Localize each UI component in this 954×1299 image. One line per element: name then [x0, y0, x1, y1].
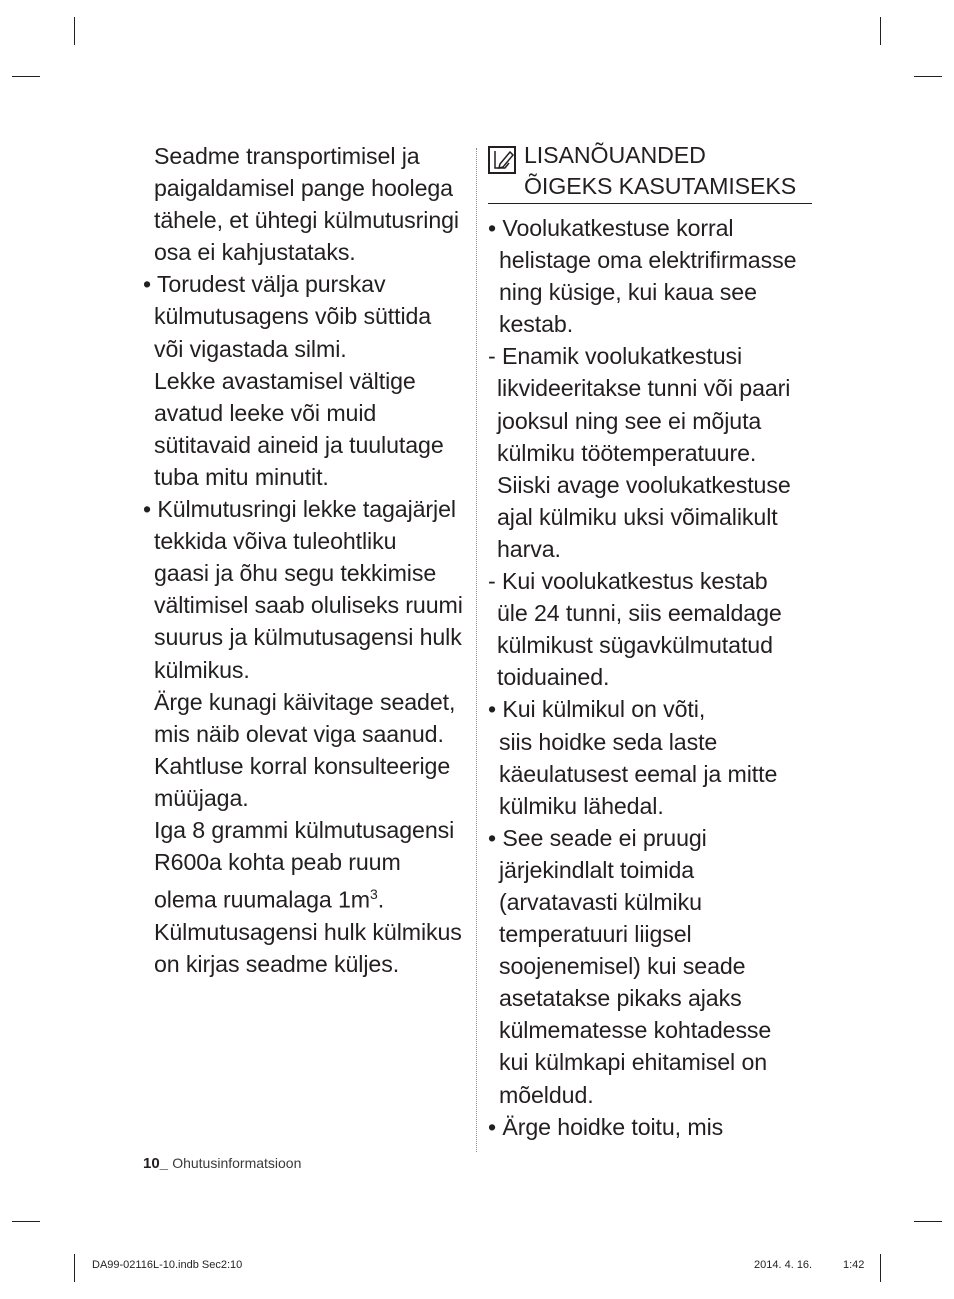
text-line: Seadme transportimisel ja [154, 143, 420, 169]
text-line: osa ei kahjustataks. [154, 239, 356, 266]
crop-mark-bottom-left [74, 1254, 75, 1282]
text-line: külmutusagens võib süttida [154, 303, 432, 330]
page-number: 10_ [143, 1155, 169, 1172]
text-line: Kahtluse korral konsulteerige [154, 752, 451, 779]
crop-mark-left-bottom [12, 1221, 40, 1222]
crop-mark-top-left [74, 17, 75, 45]
text-line: Siiski avage voolukatkestuse [497, 471, 791, 498]
text-line: suurus ja külmutusagensi hulk [154, 624, 462, 651]
bullet-line: • Ärge hoidke toitu, mis [488, 1113, 724, 1140]
text-line: temperatuuri liigsel [499, 921, 692, 948]
text-line: tekkida võiva tuleohtliku [154, 528, 397, 555]
text-line: mõeldud. [499, 1081, 594, 1108]
text-span: olema ruumalaga 1m [154, 886, 371, 913]
right-column [488, 140, 818, 1143]
slug-file: DA99-02116L-10.indb Sec2:10 [92, 1259, 243, 1271]
text-line: müüjaga. [154, 784, 249, 811]
text-line: sütitavaid aineid ja tuulutage [154, 431, 444, 458]
column-divider [476, 148, 477, 1152]
text-line: järjekindlalt toimida [499, 856, 695, 883]
text-line: kui külmkapi ehitamisel on [499, 1049, 768, 1076]
text-line: toiduained. [497, 664, 610, 691]
text-line: tuba mitu minutit. [154, 463, 329, 490]
text-line: ajal külmiku uksi võimalikult [497, 503, 778, 530]
slug-date: 2014. 4. 16. [754, 1259, 813, 1271]
heading-line: LISANÕUANDED [524, 142, 706, 168]
bullet-refrigerant-spray [143, 268, 475, 493]
slug-time: 1:42 [843, 1259, 865, 1271]
bullet-line: • Kui külmikul on võti, [488, 696, 706, 723]
text-line: tähele, et ühtegi külmutusringi [154, 207, 459, 234]
text-span: . [377, 886, 385, 913]
text-line: külmikust sügavkülmutatud [497, 632, 773, 659]
bullet-food-storage [488, 1111, 818, 1143]
superscript: 3 [370, 886, 378, 903]
crop-mark-top-right [880, 17, 881, 45]
bullet-line: • Külmutusringi lekke tagajärjel [143, 496, 456, 523]
bullet-leak-gas-mixture [143, 493, 475, 980]
intro-paragraph [143, 140, 475, 268]
text-line: külmiku töötemperatuure. [497, 439, 757, 466]
text-line: likvideeritakse tunni või paari [497, 375, 791, 402]
text-line: Lekke avastamisel vältige [154, 367, 416, 394]
text-line: Iga 8 grammi külmutusagensi [154, 816, 455, 843]
text-line: külmikus. [154, 656, 250, 683]
text-line: või vigastada silmi. [154, 335, 347, 362]
text-line: ning küsige, kui kaua see [499, 279, 757, 306]
text-line: mis näib olevat viga saanud. [154, 720, 444, 747]
text-line: R600a kohta peab ruum [154, 849, 401, 876]
text-line: Külmutusagensi hulk külmikus [154, 918, 462, 945]
bullet-line: • Torudest välja purskav [143, 271, 386, 298]
text-line: Ärge kunagi käivitage seadet, [154, 688, 456, 715]
bullet-line: • Voolukatkestuse korral [488, 215, 734, 241]
crop-mark-right-top [914, 76, 942, 77]
section-heading [488, 140, 812, 204]
bullet-line: • See seade ei pruugi [488, 824, 707, 851]
dash-line: - Enamik voolukatkestusi [488, 343, 743, 370]
text-line: jooksul ning see ei mõjuta [497, 407, 762, 434]
text-line: helistage oma elektrifirmasse [499, 247, 797, 274]
text-line: avatud leeke või muid [154, 399, 377, 426]
heading-line: ÕIGEKS KASUTAMISEKS [524, 173, 797, 199]
dash-line: - Kui voolukatkestus kestab [488, 568, 768, 595]
crop-mark-bottom-right [880, 1254, 881, 1282]
page-footer [143, 1155, 301, 1172]
crop-mark-right-bottom [914, 1221, 942, 1222]
section-name: Ohutusinformatsioon [172, 1155, 302, 1171]
text-line: üle 24 tunni, siis eemaldage [497, 600, 782, 627]
text-line: külmiku lähedal. [499, 792, 664, 819]
text-line: paigaldamisel pange hoolega [154, 175, 453, 202]
text-line: (arvatavasti külmiku [499, 888, 702, 915]
text-line: on kirjas seadme küljes. [154, 951, 400, 978]
text-line: harva. [497, 535, 561, 562]
note-pencil-icon [488, 146, 516, 174]
left-column [143, 140, 475, 980]
text-line [143, 878, 475, 916]
text-line: soojenemisel) kui seade [499, 953, 746, 980]
text-line: käeulatusest eemal ja mitte [499, 760, 778, 787]
bullet-key [488, 693, 818, 821]
text-line: kestab. [499, 311, 574, 338]
text-line: külmematesse kohtadesse [499, 1017, 772, 1044]
text-line: gaasi ja õhu segu tekkimise [154, 560, 437, 587]
dash-outage-duration [488, 340, 818, 565]
bullet-cold-location [488, 822, 818, 1111]
dash-long-outage [488, 565, 818, 693]
text-line: asetatakse pikaks ajaks [499, 985, 742, 1012]
bullet-power-outage [488, 212, 818, 340]
text-line: vältimisel saab oluliseks ruumi [154, 592, 463, 619]
crop-mark-left-top [12, 76, 40, 77]
text-line: siis hoidke seda laste [499, 728, 718, 755]
